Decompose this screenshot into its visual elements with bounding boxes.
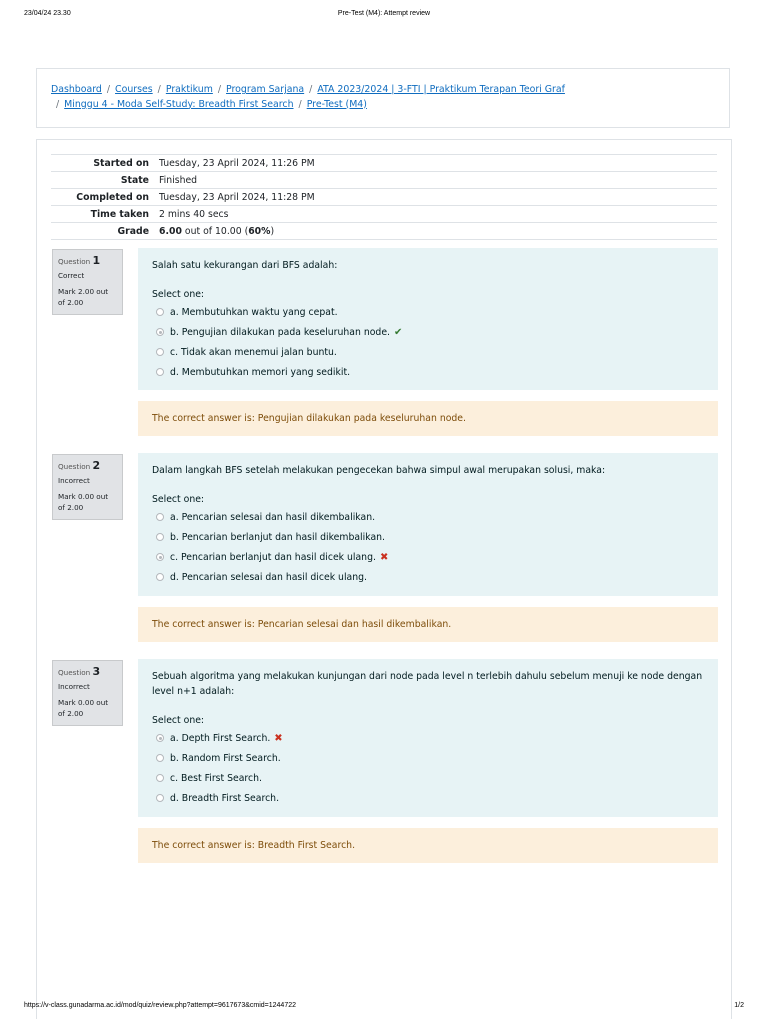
question-info-1 [52, 249, 123, 315]
question-label: Question [58, 257, 91, 266]
radio-button[interactable] [156, 328, 164, 336]
radio-button[interactable] [156, 754, 164, 762]
question-mark: Mark 0.00 out of 2.00 [58, 492, 109, 512]
summary-value: Tuesday, 23 April 2024, 11:26 PM [159, 157, 315, 169]
grade-score: 6.00 [159, 225, 182, 237]
question-info-3 [52, 660, 123, 726]
answer-label: c. Tidak akan menemui jalan buntu. [170, 346, 337, 358]
check-icon: ✔ [394, 326, 403, 338]
answer-label: a. Membutuhkan waktu yang cepat. [170, 306, 338, 318]
question-number [58, 666, 117, 678]
answer-option[interactable] [152, 748, 704, 768]
cross-icon: ✖ [274, 732, 283, 744]
question-number-value: 3 [92, 665, 101, 678]
breadcrumb-separator: / [217, 84, 222, 95]
breadcrumb-separator: / [56, 98, 60, 110]
breadcrumb-separator: / [309, 84, 313, 95]
grade-percent: 60% [248, 225, 271, 237]
summary-row-started [51, 155, 717, 172]
radio-button[interactable] [156, 513, 164, 521]
summary-value: 2 mins 40 secs [159, 208, 229, 220]
select-one-prompt: Select one: [152, 289, 205, 300]
summary-label: Grade [117, 225, 149, 237]
quiz-review-region [36, 139, 732, 1019]
radio-button[interactable] [156, 553, 164, 561]
breadcrumb-separator: / [157, 84, 161, 95]
breadcrumb [36, 68, 730, 128]
summary-value [159, 223, 717, 240]
radio-button[interactable] [156, 533, 164, 541]
question-label: Question [58, 462, 91, 471]
question-text: Salah satu kekurangan dari BFS adalah: [152, 260, 338, 271]
question-mark: Mark 0.00 out of 2.00 [58, 698, 109, 718]
breadcrumb-dashboard[interactable]: Dashboard [51, 84, 102, 95]
answer-option-selected[interactable] [152, 322, 704, 342]
radio-button[interactable] [156, 348, 164, 356]
question-mark: Mark 2.00 out of 2.00 [58, 287, 109, 307]
answer-label: a. Pencarian selesai dan hasil dikembalikan. [170, 511, 376, 523]
question-state: Incorrect [58, 682, 90, 691]
answer-option[interactable] [152, 507, 704, 527]
summary-value: Finished [159, 174, 198, 186]
print-header [24, 10, 744, 22]
breadcrumb-separator: / [298, 98, 302, 110]
answer-option[interactable] [152, 302, 704, 322]
question-state: Correct [58, 271, 85, 280]
answer-label: d. Pencarian selesai dan hasil dicek ulang. [170, 571, 367, 583]
print-footer [24, 1002, 744, 1014]
answer-label: a. Depth First Search. [170, 732, 271, 744]
select-one-prompt: Select one: [152, 715, 205, 726]
question-formulation-3 [138, 659, 718, 817]
select-one-prompt: Select one: [152, 494, 205, 505]
breadcrumb-section[interactable]: Minggu 4 - Moda Self-Study: Breadth First Search [64, 98, 294, 110]
answer-option[interactable] [152, 768, 704, 788]
summary-row-time [51, 206, 717, 223]
answer-label: c. Best First Search. [170, 772, 262, 784]
summary-row-completed [51, 189, 717, 206]
breadcrumb-quiz[interactable]: Pre-Test (M4) [306, 98, 367, 110]
radio-button[interactable] [156, 368, 164, 376]
breadcrumb-program-sarjana[interactable]: Program Sarjana [226, 84, 305, 95]
summary-row-state [51, 172, 717, 189]
correct-answer-feedback-1: The correct answer is: Pengujian dilakukan pada keseluruhan node. [138, 401, 718, 436]
radio-button[interactable] [156, 734, 164, 742]
summary-label: Time taken [90, 208, 149, 220]
breadcrumb-courses[interactable]: Courses [115, 84, 153, 95]
answer-label: b. Random First Search. [170, 752, 281, 764]
question-state: Incorrect [58, 476, 90, 485]
question-number [58, 460, 117, 472]
question-formulation-2 [138, 453, 718, 596]
grade-out-of: out of 10.00 ( [181, 225, 249, 237]
print-page-title: Pre-Test (M4): Attempt review [337, 10, 431, 17]
print-url: https://v-class.gunadarma.ac.id/mod/quiz/review.php?attempt=9617673&cmid=1244722 [24, 1002, 297, 1009]
breadcrumb-course[interactable]: ATA 2023/2024 | 3-FTI | Praktikum Terapan Teori Graf [317, 84, 565, 95]
answer-label: d. Breadth First Search. [170, 792, 280, 804]
radio-button[interactable] [156, 794, 164, 802]
answer-label: d. Membutuhkan memori yang sedikit. [170, 366, 351, 378]
question-formulation-1 [138, 248, 718, 390]
question-number-value: 2 [92, 459, 101, 472]
cross-icon: ✖ [379, 551, 389, 563]
radio-button[interactable] [156, 308, 164, 316]
radio-button[interactable] [156, 774, 164, 782]
question-number [58, 255, 117, 267]
question-number-value: 1 [92, 254, 101, 267]
summary-label: Started on [93, 157, 149, 169]
answer-option[interactable] [152, 567, 704, 587]
attempt-summary-table [51, 154, 717, 240]
answer-option[interactable] [152, 362, 704, 382]
answer-option[interactable] [152, 342, 704, 362]
answer-label: b. Pengujian dilakukan pada keseluruhan node. [170, 326, 390, 338]
summary-value: Tuesday, 23 April 2024, 11:28 PM [159, 191, 315, 203]
question-text: Dalam langkah BFS setelah melakukan pengecekan bahwa simpul awal merupakan solusi, maka: [152, 465, 606, 476]
question-label: Question [58, 668, 91, 677]
correct-answer-feedback-2: The correct answer is: Pencarian selesai dan hasil dikembalikan. [138, 607, 718, 642]
answer-option-selected[interactable] [152, 547, 704, 567]
breadcrumb-separator: / [106, 84, 111, 95]
answer-label: c. Pencarian berlanjut dan hasil dicek ulang. [170, 551, 376, 563]
correct-answer-feedback-3: The correct answer is: Breadth First Search. [138, 828, 718, 863]
summary-row-grade [51, 223, 717, 240]
radio-button[interactable] [156, 573, 164, 581]
print-datetime: 23/04/24 23.30 [24, 10, 71, 17]
answer-label: b. Pencarian berlanjut dan hasil dikembalikan. [170, 531, 385, 543]
summary-label: State [120, 174, 149, 186]
answer-option[interactable] [152, 527, 704, 547]
print-page-number: 1/2 [734, 1002, 744, 1009]
question-info-2 [52, 454, 123, 520]
grade-close: ) [270, 225, 275, 237]
summary-label: Completed on [76, 191, 149, 203]
answer-option-selected[interactable] [152, 728, 704, 748]
answer-option[interactable] [152, 788, 704, 808]
breadcrumb-praktikum[interactable]: Praktikum [165, 84, 213, 95]
question-text: Sebuah algoritma yang melakukan kunjungan dari node pada level n terlebih dahulu sebelum menuji ke node dengan level n+1 adalah: [152, 671, 703, 697]
